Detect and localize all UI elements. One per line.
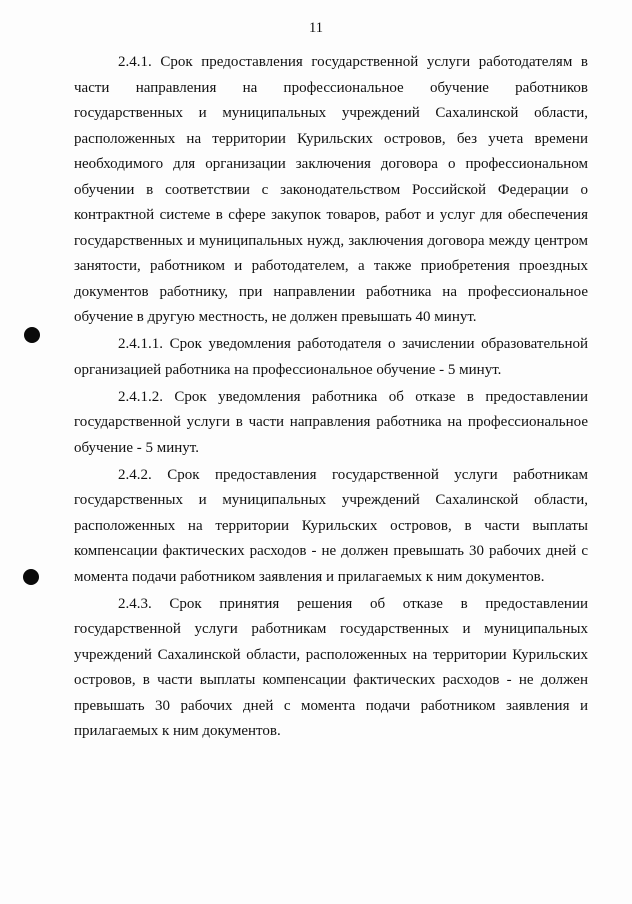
punch-hole-bottom	[23, 569, 39, 585]
paragraph-2-4-1: 2.4.1. Срок предоставления государственной услуги работодателям в части направления на профессиональное обучение работников государственных и муниципальных учреждений Сахалинской области, расположенных на территории Курильских островов, без учета времени необходимого для организации заключения договора о профессиональном обучении в соответствии с законодательством Российской Федерации о контрактной системе в сфере закупок товаров, работ и услуг для обеспечения государственных и муниципальных нужд, заключения договора между центром занятости, работником и работодателем, а также приобретения проездных документов работнику, при направлении работника на профессиональное обучение в другую местность, не должен превышать 40 минут.	[74, 54, 588, 325]
paragraph-2-4-3: 2.4.3. Срок принятия решения об отказе в предоставлении государственной услуги работникам государственных и муниципальных учреждений Сахалинской области, расположенных на территории Курильских островов, в части выплаты компенсации фактических расходов - не должен превышать 30 рабочих дней с момента подачи работником заявления и прилагаемых к ним документов.	[74, 595, 588, 739]
punch-hole-top	[24, 327, 40, 343]
page-number: 11	[309, 20, 323, 36]
paragraph-2-4-1-2: 2.4.1.2. Срок уведомления работника об отказе в предоставлении государственной услуги в части направления работника на профессиональное обучение - 5 минут.	[74, 388, 588, 456]
document-body	[74, 50, 588, 746]
paragraph-2-4-2: 2.4.2. Срок предоставления государственной услуги работникам государственных и муниципальных учреждений Сахалинской области, расположенных на территории Курильских островов, в части выплаты компенсации фактических расходов - не должен превышать 30 рабочих дней с момента подачи работником заявления и прилагаемых к ним документов.	[74, 466, 588, 585]
paragraph-2-4-1-1: 2.4.1.1. Срок уведомления работодателя о зачислении образовательной организацией работника на профессиональное обучение - 5 минут.	[74, 336, 588, 378]
